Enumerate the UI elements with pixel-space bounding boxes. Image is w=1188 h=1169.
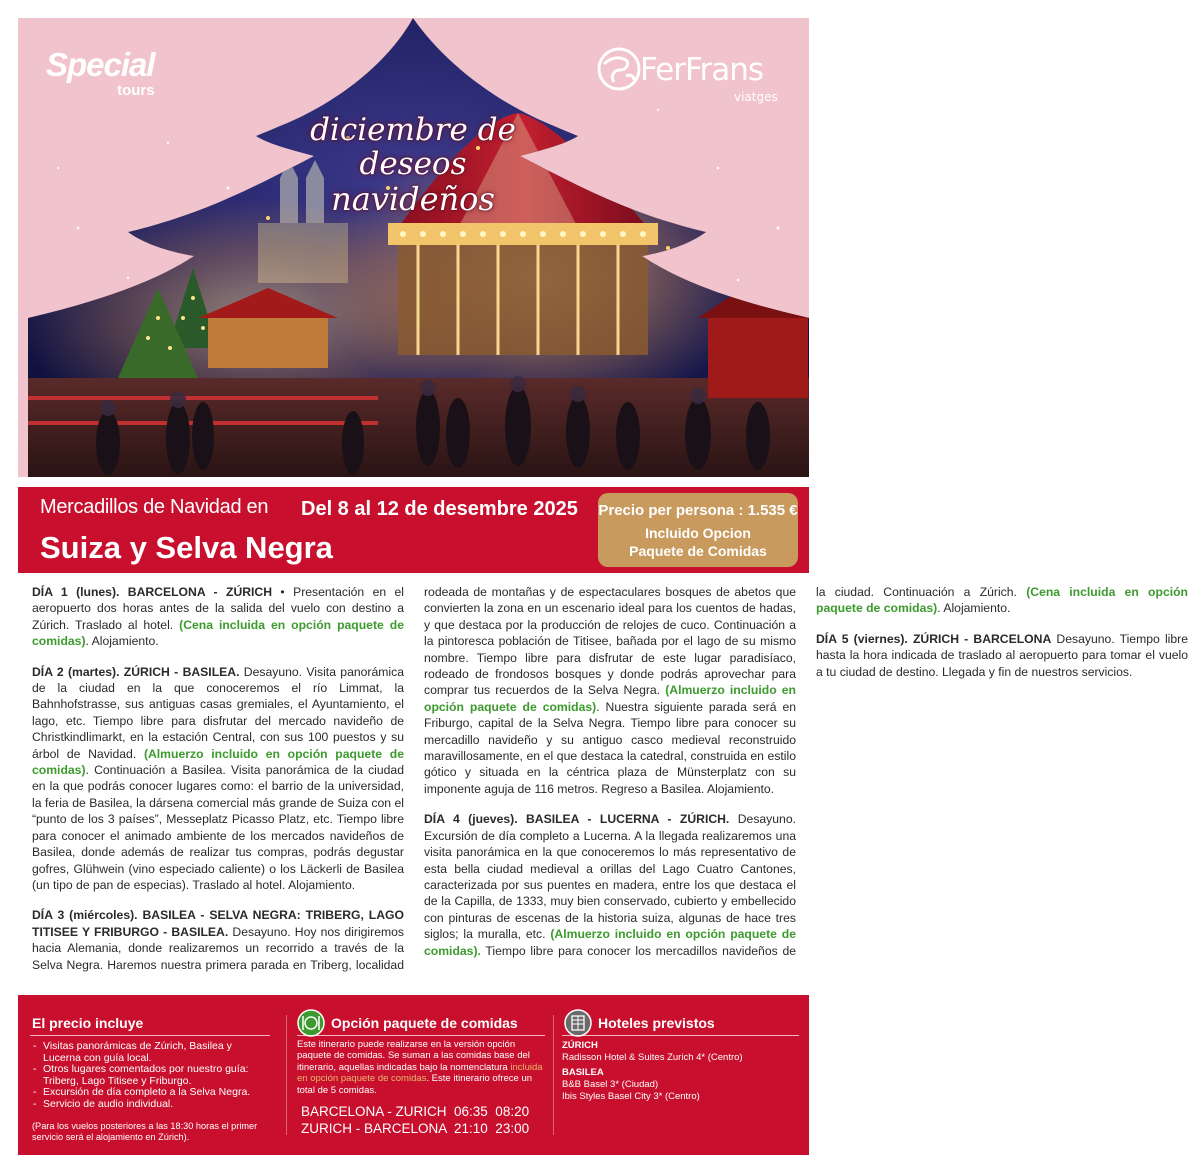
itinerary-day-1: [32, 584, 404, 650]
hero-title-line2: navideños: [331, 180, 495, 218]
day-title: DÍA 1 (lunes). BARCELONA - ZÚRICH: [32, 585, 273, 599]
divider: [30, 1035, 270, 1036]
plate-cutlery-icon: [297, 1009, 325, 1037]
meal-highlight: (Cena incluida en opción paquete de comidas): [816, 585, 1188, 616]
divider: [286, 1015, 287, 1135]
divider: [562, 1035, 799, 1036]
day-text: Tiempo libre para conocer los mercadillos navideños de la ciudad. Continuación a Zúrich.: [480, 585, 1027, 958]
meals-description: [297, 1039, 547, 1096]
day-text: Desayuno. Tiempo libre hasta la hora indicada de traslado al aeropuerto para tomar el vuelo a tu ciudad de destino. Llegada y fin de nuestros servicios.: [816, 631, 1188, 679]
price-box: [598, 493, 798, 567]
day-text: . Alojamiento.: [85, 634, 159, 649]
price-label: Precio per persona : 1.535 €: [598, 502, 798, 519]
day-title: DÍA 3 (miércoles). BASILEA - SELVA NEGRA: TRIBERG, LAGO TITISEE Y FRIBURGO - BASILEA.: [32, 908, 404, 939]
itinerary-day-5: [816, 631, 1188, 680]
hotel-city-basilea: BASILEA: [562, 1067, 604, 1078]
logo-ferfrans-main: FerFrans: [640, 52, 764, 88]
itinerary-day-2: [32, 664, 404, 894]
day-text: Desayuno. Excursión de día completo a Lucerna. A la llegada realizaremos una visita panorámica en la que conoceremos lo más representativo de esta bella ciudad medieval a orillas del Lago Cuatro Cantones, caracterizada por sus puentes en madera, entre los que destaca el de la Capilla, de 1333, muy bien conservado, cubierto y embellecido con pinturas de escenas de la historia suiza, algunas de hace tres siglos; la muralla, etc.: [424, 812, 797, 942]
meal-highlight: (Almuerzo incluido en opción paquete de comidas): [424, 683, 796, 714]
includes-heading: El precio incluye: [32, 1015, 144, 1031]
price-note-2: Paquete de Comidas: [629, 543, 767, 559]
hotels-section: [558, 995, 809, 1155]
meal-highlight: (Almuerzo incluido en opción paquete de comidas).: [424, 927, 796, 958]
flight-return: ZURICH - BARCELONA 21:10 23:00: [301, 1121, 530, 1136]
hero-title: [288, 113, 538, 217]
includes-list: [40, 1041, 270, 1111]
list-item: - Excursión de día completo a la Selva Negra.: [40, 1087, 270, 1099]
meals-highlight: incluida en opción paquete de comidas: [297, 1061, 543, 1085]
day-title: DÍA 2 (martes). ZÚRICH - BASILEA.: [32, 664, 240, 679]
day-text: Desayuno. Hoy nos dirigiremos hacia Alemania, donde realizaremos un recorrido a través de la Selva Negra. Haremos nuestra primera parada en Triberg, localidad rodeada de montañas y de espectaculares bosques de abetos que convierten la zona en un escenario ideal para los cuentos de hadas, y que destaca por la producción de relojes de cuco. Continuación a la pintoresca población de Titisee, bañada por el lago de su mismo nombre. Tiempo libre para disfrutar de este lugar paradisíaco, rodeado de frondosos bosques y donde podrás aprovechar para comprar tus recuerdos de la Selva Negra.: [32, 585, 796, 972]
day-text: . Nuestra siguiente parada será en Friburgo, capital de la Selva Negra. Tiempo libre para conocer su mercadillo navideño y su antiguo casco medieval reconstruido maravillosamente, en el que destaca la catedral, construida en estilo gótico y situada en la céntrica plaza de Münsterplatz con su imponente aguja de 116 metros. Regreso a Basilea. Alojamiento.: [424, 699, 796, 796]
hotel-name: Radisson Hotel & Suites Zurich 4* (Centro): [562, 1052, 743, 1063]
day-text: • Presentación en el aeropuerto dos horas antes de la salida del vuelo con destino a Zúrich. Traslado al hotel.: [32, 585, 404, 632]
globe-logo-icon: [596, 46, 642, 92]
list-item: - Otros lugares comentados por nuestro guía: Triberg, Lago Titisee y Friburgo.: [40, 1064, 270, 1087]
flight-outbound: BARCELONA - ZURICH 06:35 08:20: [301, 1104, 530, 1119]
trip-title: Suiza y Selva Negra: [40, 530, 333, 565]
ferfrans-logo: [596, 44, 796, 104]
hero-title-line1: diciembre de deseos: [310, 112, 516, 182]
hotels-heading: Hoteles previstos: [598, 1015, 715, 1031]
special-tours-logo: [46, 46, 155, 99]
includes-section: [18, 995, 280, 1155]
hotel-city-zurich: ZÚRICH: [562, 1040, 598, 1051]
day-text: Desayuno. Visita panorámica de la ciudad en la que conoceremos el río Limmat, la Bahnhofstrasse, sus antiguas casas gremiales, el Ayuntamiento, el lago, etc. Tiempo libre para disfrutar del mercado navideño de Christkindlimarkt, en la estación Central, con sus 100 puestos y su árbol de Navidad.: [32, 664, 404, 761]
logo-special-sub: tours: [117, 82, 155, 99]
hotel-name: Ibis Styles Basel City 3* (Centro): [562, 1091, 700, 1102]
hotel-building-icon: [564, 1009, 592, 1037]
hotel-name: B&B Basel 3* (Ciudad): [562, 1079, 659, 1090]
price-note-1: Incluido Opcion: [645, 525, 751, 541]
day-text: . Continuación a Basilea. Visita panorámica de la ciudad en la que podrás conocer lugares como: el barrio de la universidad, la feria de Basilea, la dársena comercial más grande de Suiza con el “punto de los 3 países”, Messeplatz Picasso Platz, etc. Tiempo libre para conocer el animado ambiente de los mercados navideños de Basilea, donde además de realizar tus compras, podrás degustar gofres, Glühwein (vino especiado caliente) o los Läckerli de Basilea (un tipo de pan de especias). Traslado al hotel. Alojamiento.: [32, 763, 404, 892]
logo-ferfrans-sub: viatges: [734, 90, 778, 104]
meals-heading: Opción paquete de comidas: [331, 1015, 518, 1031]
title-bar: [18, 487, 809, 573]
trip-dates: Del 8 al 12 de desembre 2025: [301, 498, 578, 520]
includes-note: (Para los vuelos posteriores a las 18:30 horas el primer servicio será el alojamiento en Zúrich).: [32, 1121, 258, 1142]
day-text: . Alojamiento.: [937, 601, 1011, 616]
divider: [553, 1015, 554, 1135]
divider: [297, 1035, 545, 1036]
flight-times: [301, 1103, 529, 1137]
meals-text: . Este itinerario ofrece un total de 5 comidas.: [297, 1073, 533, 1096]
trip-subtitle: Mercadillos de Navidad en: [40, 496, 269, 518]
meals-text: Este itinerario puede realizarse en la versión opción paquete de comidas. Se suman a las comidas base del itinerario, aquellas indicadas bajo la nomenclatura: [297, 1039, 530, 1073]
hero-banner: [18, 18, 809, 477]
meal-highlight: (Cena incluida en opción paquete de comidas): [32, 617, 404, 649]
logo-special-main: Special: [46, 46, 155, 83]
itinerary: [32, 584, 1188, 984]
meal-highlight: (Almuerzo incluido en opción paquete de comidas): [32, 746, 404, 778]
footer-panel: [18, 995, 809, 1155]
list-item: - Visitas panorámicas de Zúrich, Basilea y Lucerna con guía local.: [40, 1041, 270, 1064]
meals-section: [293, 995, 555, 1155]
list-item: - Servicio de audio individual.: [40, 1099, 270, 1111]
day-title: DÍA 4 (jueves). BASILEA - LUCERNA - ZÚRICH.: [424, 812, 730, 827]
day-title: DÍA 5 (viernes). ZÚRICH - BARCELONA: [816, 631, 1052, 646]
